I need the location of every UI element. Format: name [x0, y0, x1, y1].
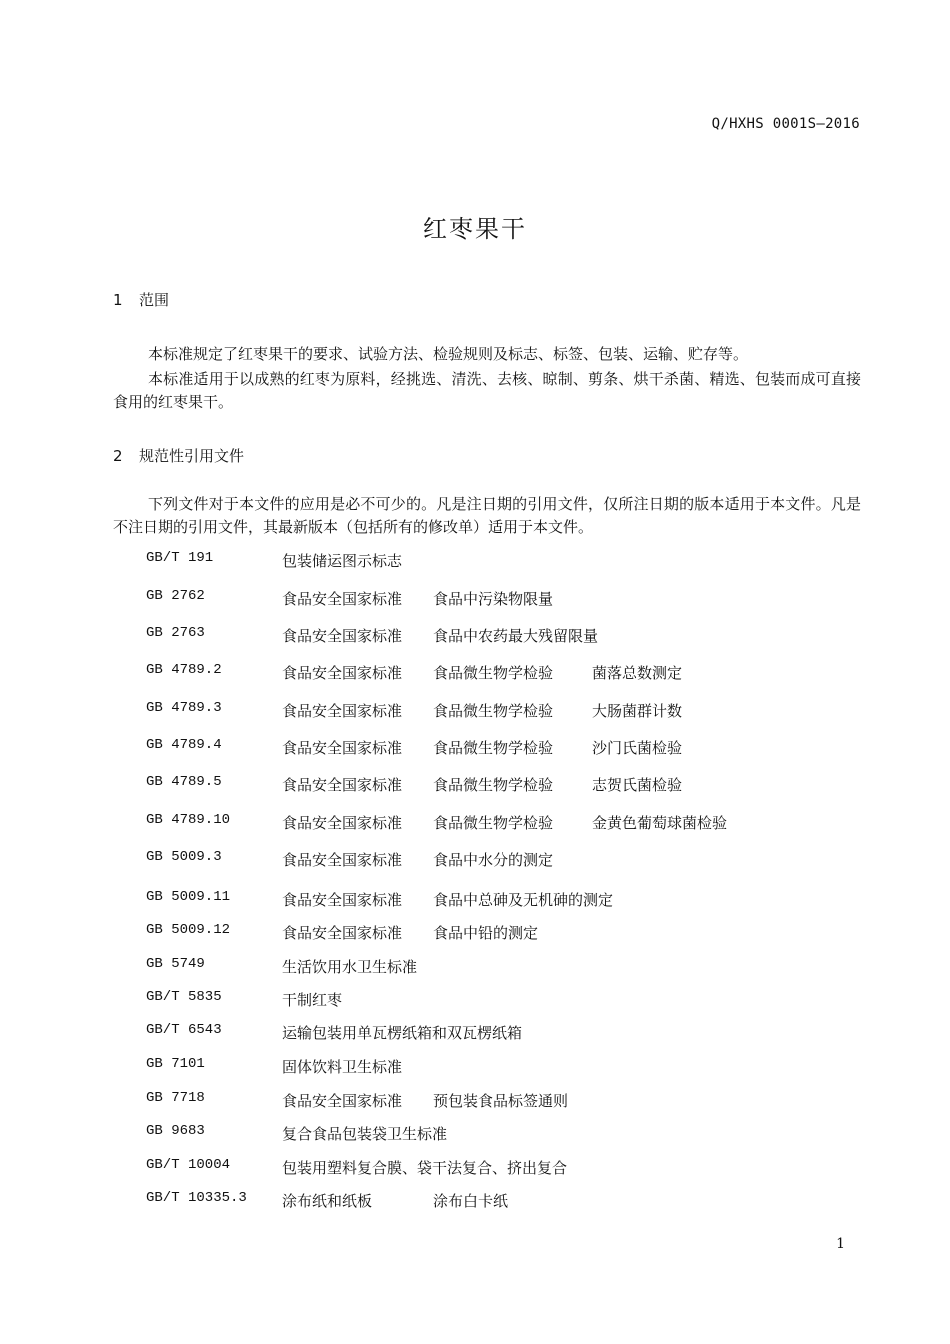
- paragraph: 本标准规定了红枣果干的要求、试验方法、检验规则及标志、标签、包装、运输、贮存等。: [148, 345, 749, 363]
- reference-title-part: 食品安全国家标准: [282, 891, 403, 909]
- reference-title-part: 食品安全国家标准: [282, 627, 403, 645]
- reference-code: GB/T 6543: [146, 1022, 222, 1038]
- reference-title-part: 包装储运图示标志: [282, 552, 403, 570]
- reference-title-part: 食品安全国家标准: [282, 739, 403, 757]
- section-title: 范围: [139, 291, 170, 309]
- reference-code: GB 2762: [146, 588, 205, 604]
- reference-code: GB 5009.11: [146, 889, 231, 905]
- reference-title-part: 固体饮料卫生标准: [282, 1058, 403, 1076]
- reference-title-part: 食品微生物学检验: [433, 776, 554, 794]
- reference-code: GB 4789.3: [146, 700, 222, 716]
- reference-title-part: 食品中农药最大残留限量: [433, 627, 599, 645]
- paragraph: 本标准适用于以成熟的红枣为原料，经挑选、清洗、去核、晾制、剪条、烘干杀菌、精选、包装而成可直接食用的红枣果干。: [113, 370, 861, 411]
- reference-title-part: 食品安全国家标准: [282, 851, 403, 869]
- reference-title-part: 食品安全国家标准: [282, 664, 403, 682]
- reference-code: GB 4789.4: [146, 737, 222, 753]
- reference-title-part: 生活饮用水卫生标准: [282, 958, 418, 976]
- reference-title-part: 食品微生物学检验: [433, 664, 554, 682]
- reference-title-part: 预包装食品标签通则: [433, 1092, 569, 1110]
- section-number: 1: [113, 291, 123, 309]
- reference-title-part: 菌落总数测定: [592, 664, 683, 682]
- reference-title-part: 食品中水分的测定: [433, 851, 554, 869]
- reference-code: GB 5009.12: [146, 922, 231, 938]
- reference-title-part: 涂布纸和纸板: [282, 1192, 373, 1210]
- reference-title-part: 大肠菌群计数: [592, 702, 683, 720]
- document-title: 红枣果干: [423, 215, 527, 243]
- reference-title-part: 食品微生物学检验: [433, 739, 554, 757]
- reference-code: GB 4789.5: [146, 774, 222, 790]
- reference-title-part: 运输包装用单瓦楞纸箱和双瓦楞纸箱: [282, 1024, 523, 1042]
- reference-code: GB 2763: [146, 625, 205, 641]
- reference-code: GB/T 191: [146, 550, 214, 566]
- reference-title-part: 食品中铅的测定: [433, 924, 539, 942]
- reference-code: GB 5749: [146, 956, 205, 972]
- reference-code: GB/T 10335.3: [146, 1190, 247, 1206]
- reference-title-part: 食品安全国家标准: [282, 702, 403, 720]
- reference-title-part: 食品微生物学检验: [433, 702, 554, 720]
- reference-title-part: 志贺氏菌检验: [592, 776, 683, 794]
- reference-code: GB 9683: [146, 1123, 205, 1139]
- reference-code: GB/T 10004: [146, 1157, 231, 1173]
- reference-title-part: 金黄色葡萄球菌检验: [592, 814, 728, 832]
- reference-title-part: 食品安全国家标准: [282, 814, 403, 832]
- section-heading-scope: [113, 289, 169, 310]
- reference-code: GB/T 5835: [146, 989, 222, 1005]
- reference-code: GB 5009.3: [146, 849, 222, 865]
- paragraph: 下列文件对于本文件的应用是必不可少的。凡是注日期的引用文件，仅所注日期的版本适用于本文件。凡是不注日期的引用文件，其最新版本（包括所有的修改单）适用于本文件。: [113, 495, 861, 536]
- reference-title-part: 复合食品包装袋卫生标准: [282, 1125, 448, 1143]
- section-heading-normative-references: [113, 445, 244, 466]
- reference-title-part: 涂布白卡纸: [433, 1192, 509, 1210]
- reference-title-part: 包装用塑料复合膜、袋干法复合、挤出复合: [282, 1159, 568, 1177]
- reference-title-part: 食品安全国家标准: [282, 590, 403, 608]
- page-number: 1: [836, 1236, 845, 1252]
- reference-code: GB 7718: [146, 1090, 205, 1106]
- reference-title-part: 食品中总砷及无机砷的测定: [433, 891, 614, 909]
- reference-code: GB 4789.10: [146, 812, 231, 828]
- reference-title-part: 干制红枣: [282, 991, 343, 1009]
- section-number: 2: [113, 447, 123, 465]
- reference-code: GB 4789.2: [146, 662, 222, 678]
- reference-code: GB 7101: [146, 1056, 205, 1072]
- reference-title-part: 食品微生物学检验: [433, 814, 554, 832]
- reference-title-part: 食品安全国家标准: [282, 924, 403, 942]
- reference-title-part: 食品安全国家标准: [282, 776, 403, 794]
- section-title: 规范性引用文件: [139, 447, 245, 465]
- reference-title-part: 食品中污染物限量: [433, 590, 554, 608]
- reference-title-part: 沙门氏菌检验: [592, 739, 683, 757]
- reference-title-part: 食品安全国家标准: [282, 1092, 403, 1110]
- document-code: Q/HXHS 0001S—2016: [711, 116, 860, 132]
